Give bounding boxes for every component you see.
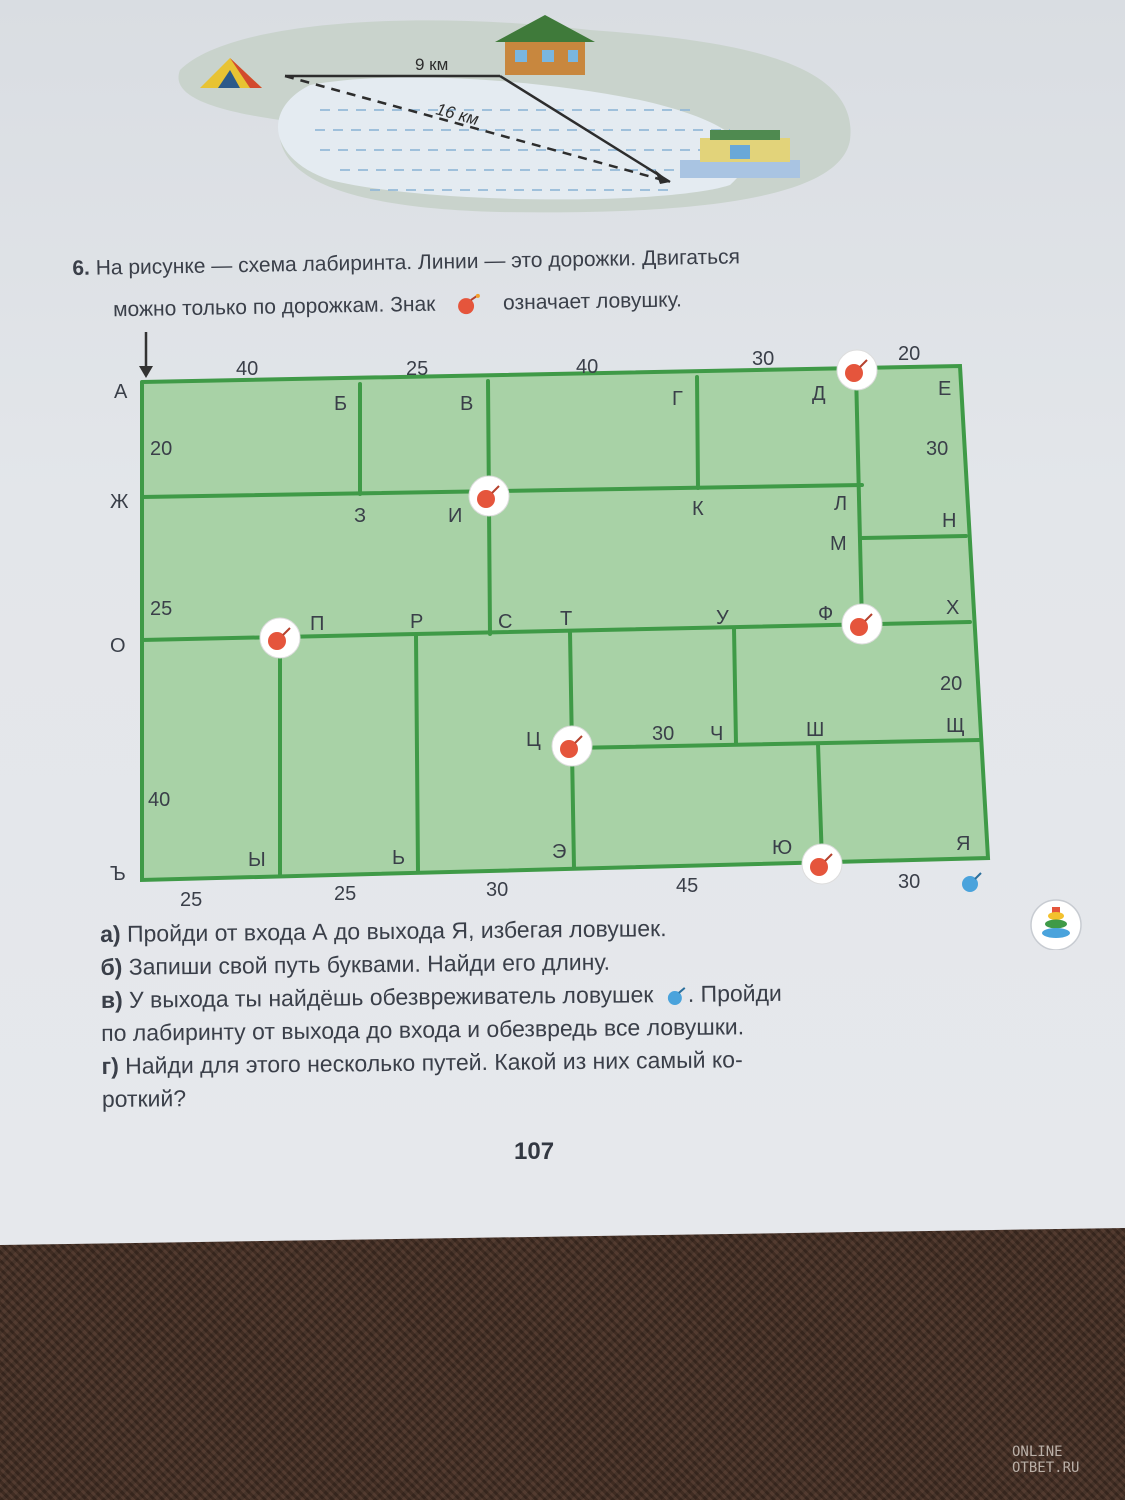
node-u: У (716, 607, 729, 629)
length-zh-o: 25 (150, 598, 173, 620)
task-line-2-start: можно только по дорожкам. Знак (112, 292, 436, 322)
node-a: А (114, 381, 128, 403)
length-h-shch: 20 (940, 673, 963, 695)
length-c-ch: 30 (652, 723, 675, 745)
node-sh: Ш (806, 719, 825, 741)
question-v-text-end: . Пройди (687, 979, 782, 1007)
node-o: О (110, 635, 126, 657)
node-y: Ы (248, 849, 266, 871)
watermark (1012, 1444, 1079, 1476)
node-shch: Щ (946, 715, 965, 737)
node-m: М (830, 533, 847, 555)
node-h: Х (946, 597, 960, 619)
distance-tent-house: 9 км (415, 55, 449, 74)
length-y-soft: 25 (334, 883, 357, 905)
node-hard-sign: Ъ (110, 863, 126, 885)
distance-tent-boat: 16 км (433, 99, 481, 130)
node-f: Ф (818, 603, 834, 625)
node-b: Б (334, 393, 348, 415)
length-hard-y: 25 (180, 889, 203, 911)
node-g: Г (672, 388, 683, 410)
question-g-label: г) (101, 1052, 119, 1079)
trap-icon (260, 618, 300, 658)
task-line-2-end: означает ловушку. (502, 288, 683, 315)
trap-icon (842, 604, 882, 644)
length-v-g: 40 (576, 356, 599, 378)
length-a-b: 40 (236, 358, 259, 380)
length-eh-yu: 45 (676, 875, 699, 897)
length-g-d: 30 (752, 348, 775, 370)
pyramid-toy-icon (1031, 900, 1081, 950)
question-b-text: Запиши свой путь буквами. Найди его длину. (128, 948, 611, 980)
task-line-1: На рисунке — схема лабиринта. Линии — это дорожки. Двигаться (95, 245, 741, 280)
path-m-n (862, 536, 966, 538)
node-d: Д (812, 383, 826, 405)
length-e-n: 30 (926, 438, 949, 460)
node-eh: Э (552, 841, 567, 863)
length-a-zh: 20 (150, 438, 173, 460)
node-ya: Я (956, 833, 971, 855)
node-i: И (448, 505, 463, 527)
page-number: 107 (514, 1138, 555, 1165)
question-v-line-2: по лабиринту от выхода до входа и обезвредь все ловушки. (101, 1013, 745, 1046)
watermark-line-2: OTBET.RU (1012, 1460, 1080, 1476)
node-l: Л (834, 493, 848, 515)
length-soft-eh: 30 (486, 879, 509, 901)
defuser-icon (666, 986, 688, 1006)
question-v-text: У выхода ты найдёшь обезвреживатель ловушек (128, 981, 654, 1013)
question-g-text: Найди для этого несколько путей. Какой из них самый ко- (125, 1046, 743, 1079)
task-number: 6. (72, 256, 91, 280)
defuser-icon (962, 873, 981, 892)
question-a-text: Пройди от входа А до выхода Я, избегая ловушек. (126, 915, 667, 947)
node-z: З (354, 505, 367, 527)
node-v: В (460, 393, 474, 415)
question-v-label: в) (100, 986, 123, 1013)
node-k: К (692, 498, 704, 520)
length-yu-ya: 30 (898, 871, 921, 893)
length-b-v: 25 (406, 358, 429, 380)
node-r: Р (410, 611, 424, 633)
trap-icon (552, 726, 592, 766)
trap-icon (837, 350, 877, 390)
trap-icon (469, 476, 509, 516)
trap-icon (802, 844, 842, 884)
watermark-line-1: ONLINE (1012, 1444, 1063, 1460)
node-e: Е (938, 378, 952, 400)
node-yu: Ю (772, 837, 793, 859)
node-n: Н (942, 510, 957, 532)
length-d-e: 20 (898, 343, 921, 365)
questions-block (100, 908, 1022, 1116)
length-o-hard: 40 (148, 789, 171, 811)
node-s: С (498, 611, 513, 633)
node-soft-sign: Ь (392, 847, 406, 869)
question-g-line-2: роткий? (101, 1085, 187, 1112)
node-zh: Ж (110, 491, 129, 513)
path-g-k (697, 377, 698, 488)
node-ch: Ч (710, 723, 724, 745)
path-u-ch (734, 628, 736, 744)
question-b-label: б) (100, 953, 123, 980)
node-c: Ц (526, 729, 541, 751)
path-r-soft (416, 636, 418, 872)
question-a-label: а) (100, 920, 121, 947)
node-p: П (310, 613, 325, 635)
node-t: Т (560, 608, 573, 630)
